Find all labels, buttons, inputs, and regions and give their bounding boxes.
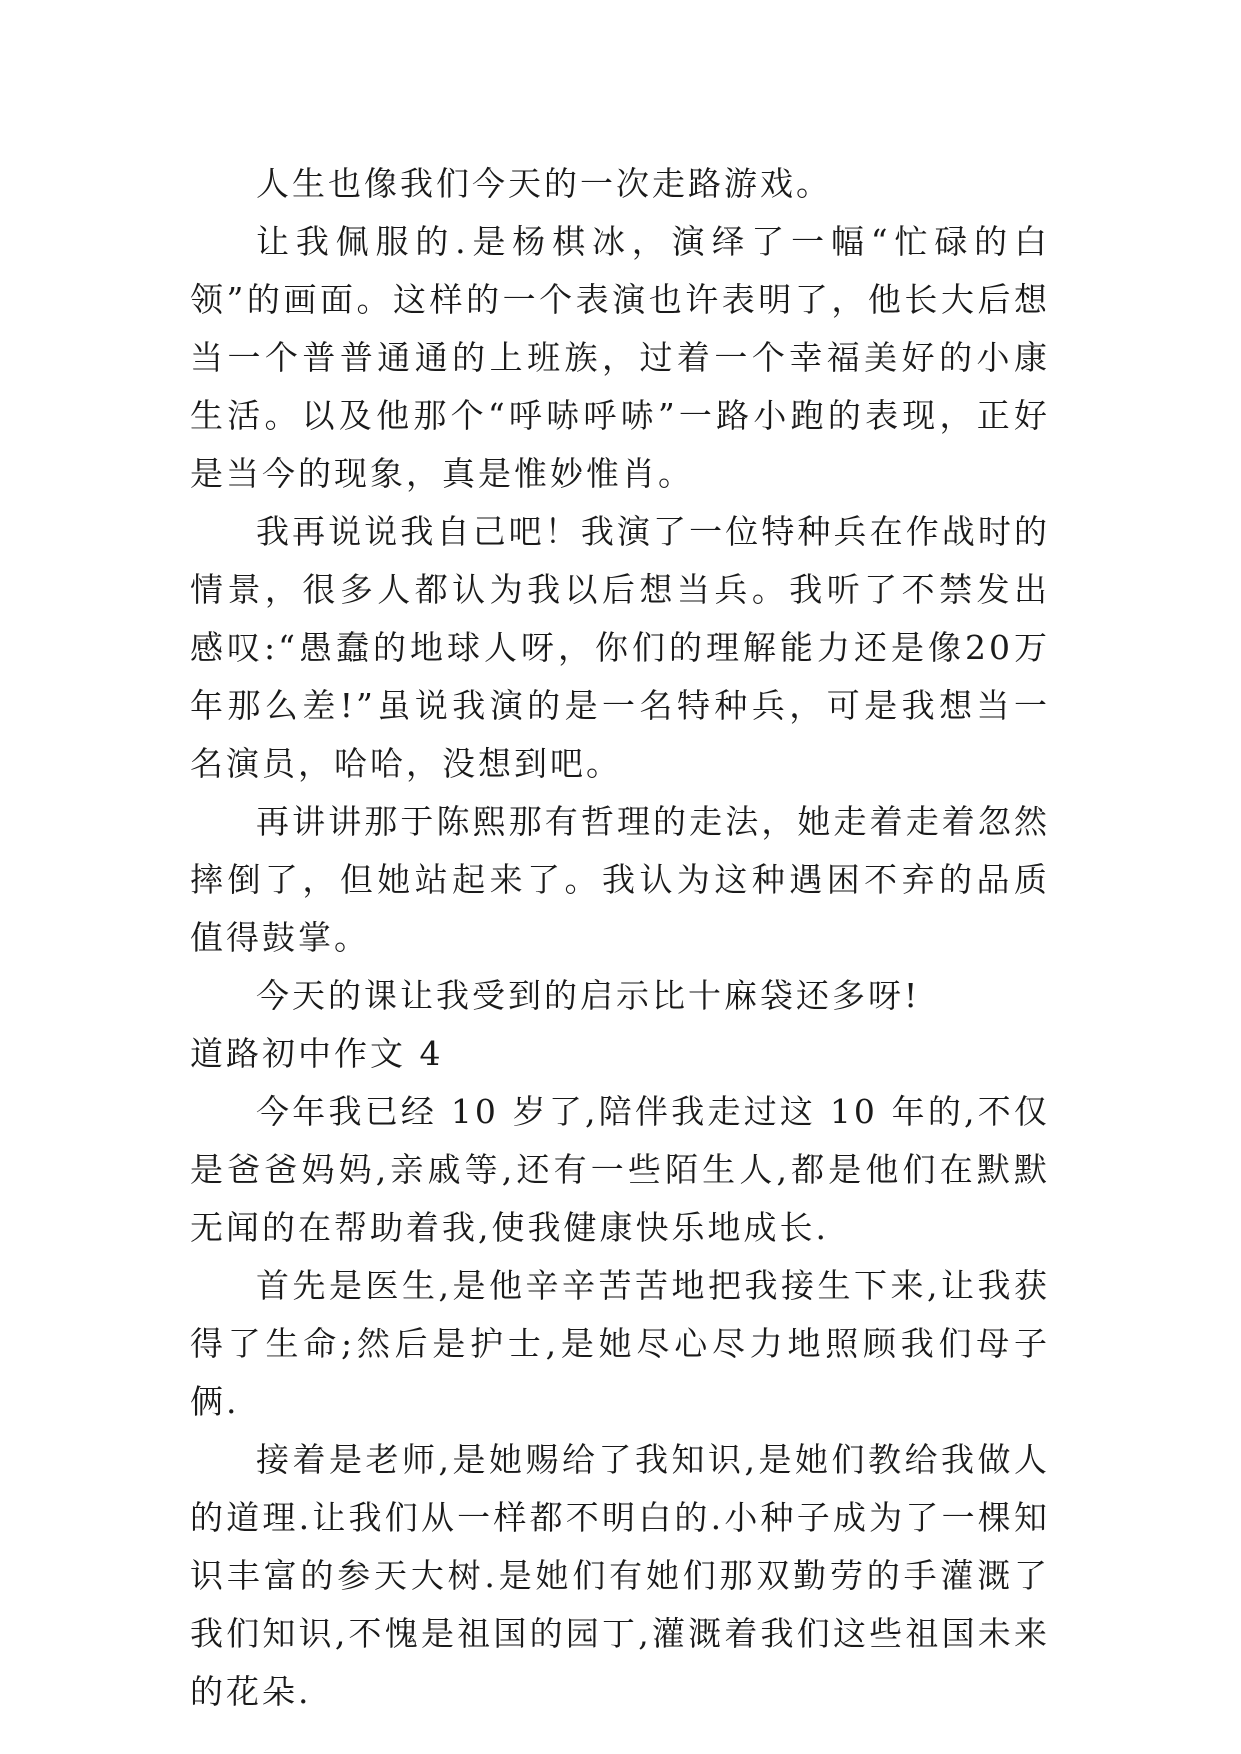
paragraph: 接着是老师,是她赐给了我知识,是她们教给我做人的道理.让我们从一样都不明白的.小种子成为了一棵知识丰富的参天大树.是她们有她们那双勤劳的手灌溉了我们知识,不愧是祖国的园丁,灌溉着我们这些祖国未来的花朵. — [190, 1440, 1050, 1711]
paragraph: 再讲讲那于陈熙那有哲理的走法，她走着走着忽然摔倒了，但她站起来了。我认为这种遇困不弃的品质值得鼓掌。 — [190, 802, 1050, 957]
document-body — [190, 155, 1050, 1721]
section-heading: 道路初中作文 4 — [190, 1034, 444, 1073]
paragraph: 今天的课让我受到的启示比十麻袋还多呀! — [256, 976, 921, 1015]
paragraph: 首先是医生,是他辛辛苦苦地把我接生下来,让我获得了生命;然后是护士,是她尽心尽力地照顾我们母子俩. — [190, 1266, 1050, 1421]
paragraph: 我再说说我自己吧！我演了一位特种兵在作战时的情景，很多人都认为我以后想当兵。我听了不禁发出感叹:“愚蠢的地球人呀，你们的理解能力还是像20万年那么差!”虽说我演的是一名特种兵，可是我想当一名演员，哈哈，没想到吧。 — [190, 512, 1050, 783]
paragraph: 今年我已经 10 岁了,陪伴我走过这 10 年的,不仅是爸爸妈妈,亲戚等,还有一些陌生人,都是他们在默默无闻的在帮助着我,使我健康快乐地成长. — [190, 1092, 1050, 1247]
paragraph: 让我佩服的.是杨棋冰，演绎了一幅“忙碌的白领”的画面。这样的一个表演也许表明了，他长大后想当一个普普通通的上班族，过着一个幸福美好的小康生活。以及他那个“呼哧呼哧”一路小跑的表现，正好是当今的现象，真是惟妙惟肖。 — [190, 222, 1050, 493]
paragraph: 人生也像我们今天的一次走路游戏。 — [256, 164, 832, 203]
